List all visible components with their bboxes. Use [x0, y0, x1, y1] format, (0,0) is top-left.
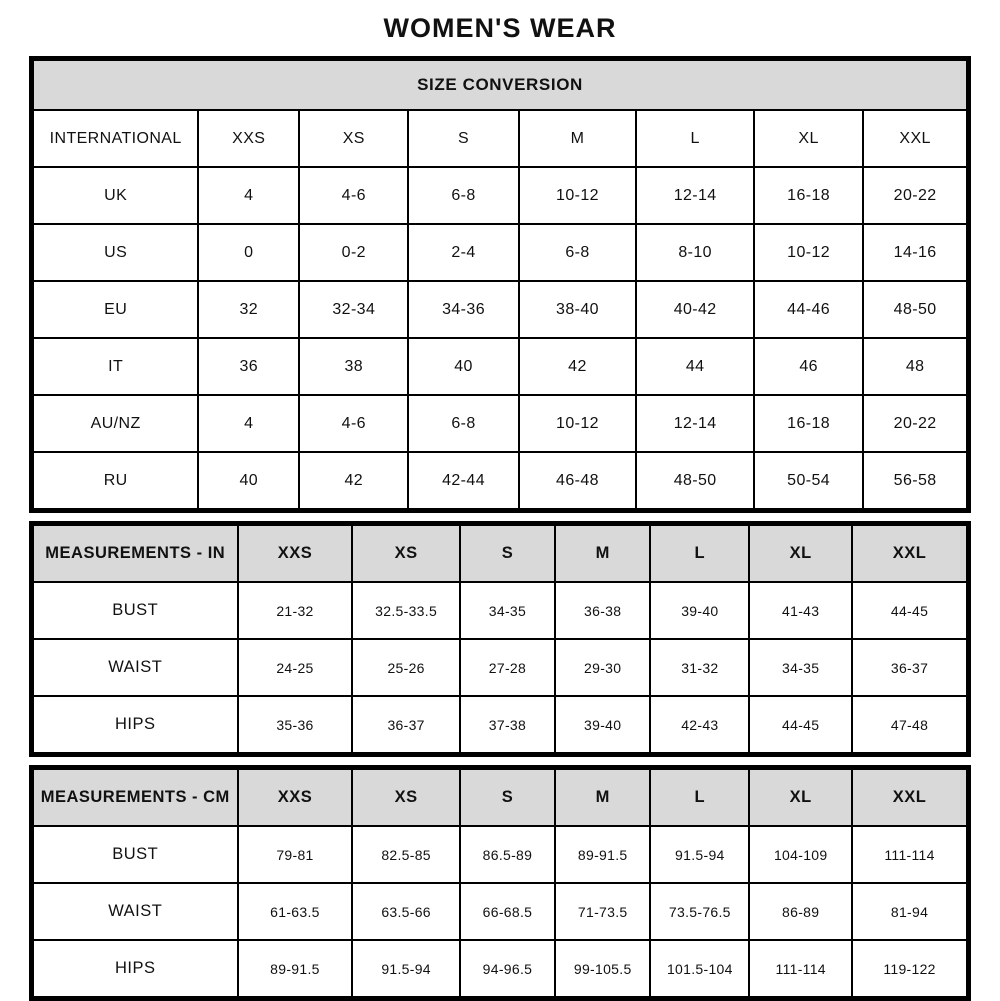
column-header: XXL — [863, 110, 967, 167]
column-header-row — [33, 110, 967, 167]
column-header: INTERNATIONAL — [33, 110, 198, 167]
table-cell: 79-81 — [238, 826, 353, 883]
table-cell: 31-32 — [650, 639, 749, 696]
table-cell: 99-105.5 — [555, 940, 650, 997]
table-row — [33, 167, 967, 224]
table-cell: 16-18 — [754, 395, 863, 452]
column-header: L — [650, 769, 749, 826]
row-label: US — [33, 224, 198, 281]
row-label: EU — [33, 281, 198, 338]
table-cell: 34-35 — [460, 582, 555, 639]
table-cell: 46-48 — [519, 452, 637, 509]
table-cell: 104-109 — [749, 826, 852, 883]
row-label: RU — [33, 452, 198, 509]
table-row — [33, 224, 967, 281]
column-header: XXL — [852, 769, 967, 826]
table-cell: 21-32 — [238, 582, 353, 639]
table-cell: 24-25 — [238, 639, 353, 696]
table-row — [33, 338, 967, 395]
table-cell: 40 — [198, 452, 299, 509]
column-header: XS — [352, 525, 459, 582]
table-cell: 36-38 — [555, 582, 650, 639]
table-cell: 34-36 — [408, 281, 518, 338]
table-cell: 91.5-94 — [650, 826, 749, 883]
column-header: XXL — [852, 525, 967, 582]
column-header: L — [636, 110, 754, 167]
table-cell: 40-42 — [636, 281, 754, 338]
table-cell: 94-96.5 — [460, 940, 555, 997]
table-cell: 50-54 — [754, 452, 863, 509]
table-cell: 14-16 — [863, 224, 967, 281]
table-row — [33, 582, 967, 639]
column-header: L — [650, 525, 749, 582]
table-cell: 111-114 — [852, 826, 967, 883]
table-cell: 42 — [299, 452, 408, 509]
row-label: BUST — [33, 826, 238, 883]
table-cell: 111-114 — [749, 940, 852, 997]
table-cell: 6-8 — [408, 395, 518, 452]
table-cell: 86.5-89 — [460, 826, 555, 883]
table-cell: 40 — [408, 338, 518, 395]
table-cell: 37-38 — [460, 696, 555, 753]
table-cell: 89-91.5 — [238, 940, 353, 997]
column-header: S — [408, 110, 518, 167]
table-cell: 56-58 — [863, 452, 967, 509]
table-row — [33, 940, 967, 997]
table-cell: 16-18 — [754, 167, 863, 224]
row-label: WAIST — [33, 639, 238, 696]
table-row — [33, 883, 967, 940]
column-header: XXS — [238, 769, 353, 826]
table-cell: 32-34 — [299, 281, 408, 338]
table-cell: 34-35 — [749, 639, 852, 696]
column-header: M — [555, 525, 650, 582]
column-header: XS — [299, 110, 408, 167]
table-cell: 12-14 — [636, 395, 754, 452]
table-cell: 82.5-85 — [352, 826, 459, 883]
row-label: UK — [33, 167, 198, 224]
table-cell: 4 — [198, 167, 299, 224]
table-cell: 25-26 — [352, 639, 459, 696]
table-cell: 6-8 — [519, 224, 637, 281]
table-cell: 10-12 — [754, 224, 863, 281]
table-cell: 32.5-33.5 — [352, 582, 459, 639]
row-label: HIPS — [33, 940, 238, 997]
table-row — [33, 696, 967, 753]
table-cell: 38 — [299, 338, 408, 395]
table-cell: 47-48 — [852, 696, 967, 753]
table-cell: 63.5-66 — [352, 883, 459, 940]
row-label: HIPS — [33, 696, 238, 753]
table-cell: 119-122 — [852, 940, 967, 997]
table-cell: 44-45 — [749, 696, 852, 753]
table-cell: 48 — [863, 338, 967, 395]
table-cell: 0 — [198, 224, 299, 281]
measurements-in-title: MEASUREMENTS - IN — [33, 525, 238, 582]
row-label: AU/NZ — [33, 395, 198, 452]
column-header: XL — [749, 769, 852, 826]
column-header: XL — [749, 525, 852, 582]
table-cell: 36-37 — [852, 639, 967, 696]
table-cell: 29-30 — [555, 639, 650, 696]
table-cell: 61-63.5 — [238, 883, 353, 940]
table-cell: 101.5-104 — [650, 940, 749, 997]
table-cell: 42 — [519, 338, 637, 395]
table-cell: 4-6 — [299, 395, 408, 452]
table-cell: 38-40 — [519, 281, 637, 338]
table-cell: 0-2 — [299, 224, 408, 281]
table-cell: 35-36 — [238, 696, 353, 753]
column-header-row — [33, 525, 967, 582]
table-cell: 20-22 — [863, 167, 967, 224]
column-header: S — [460, 769, 555, 826]
table-cell: 81-94 — [852, 883, 967, 940]
table-cell: 10-12 — [519, 167, 637, 224]
column-header: S — [460, 525, 555, 582]
table-cell: 71-73.5 — [555, 883, 650, 940]
table-cell: 36 — [198, 338, 299, 395]
table-cell: 12-14 — [636, 167, 754, 224]
page-title: WOMEN'S WEAR — [383, 13, 617, 43]
table-cell: 44-46 — [754, 281, 863, 338]
table-cell: 36-37 — [352, 696, 459, 753]
table-cell: 8-10 — [636, 224, 754, 281]
measurements-cm-table — [29, 765, 971, 1001]
row-label: BUST — [33, 582, 238, 639]
table-cell: 66-68.5 — [460, 883, 555, 940]
table-header-row — [33, 60, 967, 110]
table-cell: 10-12 — [519, 395, 637, 452]
table-cell: 86-89 — [749, 883, 852, 940]
table-cell: 44 — [636, 338, 754, 395]
table-cell: 41-43 — [749, 582, 852, 639]
table-cell: 48-50 — [636, 452, 754, 509]
column-header: XXS — [238, 525, 353, 582]
column-header: XXS — [198, 110, 299, 167]
measurements-in-table — [29, 521, 971, 757]
table-cell: 73.5-76.5 — [650, 883, 749, 940]
table-row — [33, 639, 967, 696]
table-cell: 4-6 — [299, 167, 408, 224]
table-cell: 2-4 — [408, 224, 518, 281]
size-conversion-table — [29, 56, 971, 513]
table-cell: 91.5-94 — [352, 940, 459, 997]
column-header: M — [519, 110, 637, 167]
table-cell: 4 — [198, 395, 299, 452]
table-row — [33, 826, 967, 883]
measurements-cm-title: MEASUREMENTS - CM — [33, 769, 238, 826]
column-header: XL — [754, 110, 863, 167]
column-header-row — [33, 769, 967, 826]
row-label: WAIST — [33, 883, 238, 940]
table-row — [33, 281, 967, 338]
table-cell: 32 — [198, 281, 299, 338]
table-cell: 44-45 — [852, 582, 967, 639]
table-cell: 39-40 — [650, 582, 749, 639]
table-row — [33, 395, 967, 452]
table-cell: 48-50 — [863, 281, 967, 338]
table-cell: 20-22 — [863, 395, 967, 452]
column-header: M — [555, 769, 650, 826]
table-cell: 27-28 — [460, 639, 555, 696]
table-cell: 89-91.5 — [555, 826, 650, 883]
table-cell: 6-8 — [408, 167, 518, 224]
table-cell: 46 — [754, 338, 863, 395]
table-cell: 42-44 — [408, 452, 518, 509]
table-cell: 39-40 — [555, 696, 650, 753]
table-row — [33, 452, 967, 509]
table-cell: 42-43 — [650, 696, 749, 753]
size-conversion-title: SIZE CONVERSION — [33, 60, 967, 110]
row-label: IT — [33, 338, 198, 395]
column-header: XS — [352, 769, 459, 826]
